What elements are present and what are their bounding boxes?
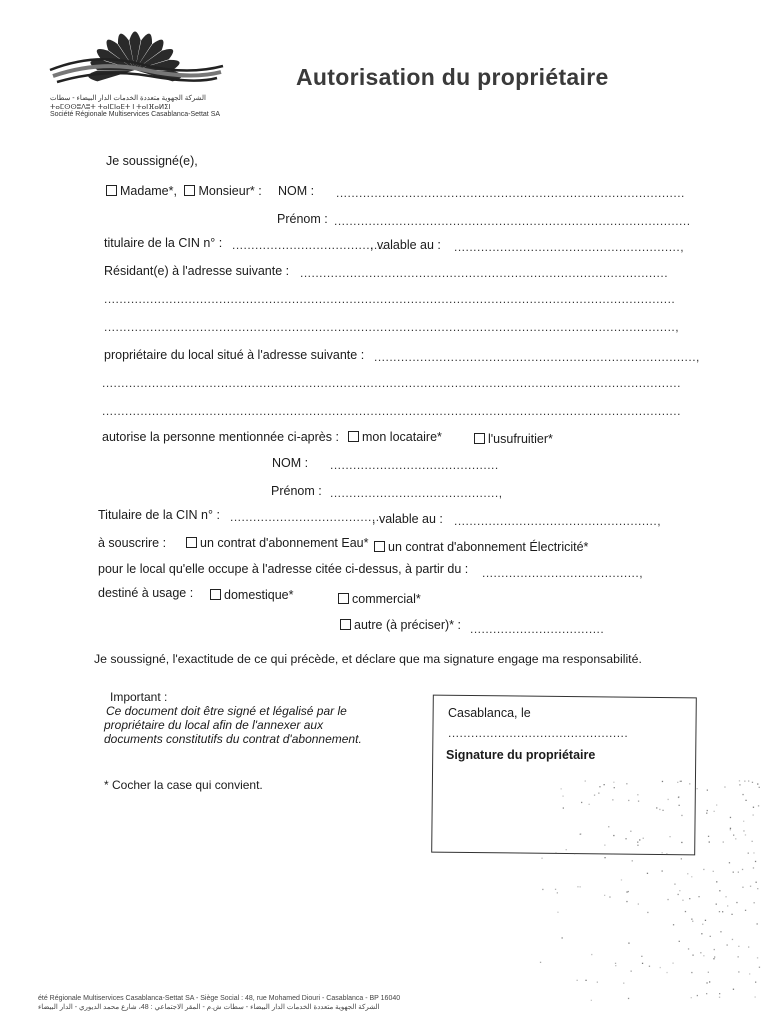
autre-field[interactable]: ...................................: [470, 622, 605, 636]
locataire-checkbox[interactable]: [348, 431, 359, 442]
local-label: pour le local qu'elle occupe à l'adresse citée ci-dessus, à partir du :: [98, 562, 469, 576]
locataire-option: [348, 430, 442, 444]
commercial-label: commercial*: [352, 592, 421, 606]
prenom-label: Prénom :: [277, 212, 328, 226]
note-line-2: propriétaire du local afin de l'annexer aux: [104, 718, 324, 732]
prenom-field[interactable]: .............................................................................................: [334, 214, 691, 228]
page-title: Autorisation du propriétaire: [296, 64, 609, 90]
domestique-checkbox[interactable]: [210, 589, 221, 600]
proprietaire-field-2[interactable]: .......................................................................................................................................................: [102, 376, 681, 390]
date-debut-field[interactable]: .........................................,: [482, 566, 644, 580]
civility-row: [106, 184, 262, 198]
madame-checkbox[interactable]: [106, 185, 117, 196]
monsieur-checkbox[interactable]: [184, 185, 195, 196]
valable2-field[interactable]: .....................................................,: [454, 514, 662, 528]
autre-option: [340, 618, 461, 632]
contrat-eau-checkbox[interactable]: [186, 537, 197, 548]
monsieur-label: Monsieur* :: [198, 184, 262, 198]
nom2-label: NOM :: [272, 456, 309, 470]
usufruitier-option: [474, 432, 553, 446]
signature-label: Signature du propriétaire: [446, 748, 596, 762]
locataire-label: mon locataire*: [362, 430, 442, 444]
madame-label: Madame*,: [120, 184, 177, 198]
cin-field[interactable]: ........................................: [232, 238, 386, 252]
company-logo: [45, 8, 225, 118]
contrat-elec-checkbox[interactable]: [374, 541, 385, 552]
commercial-option: [338, 592, 421, 606]
proprietaire-field-1[interactable]: ....................................................................................,: [374, 350, 700, 364]
note-heading: Important :: [110, 690, 168, 704]
contrat-eau-label: un contrat d'abonnement Eau*: [200, 536, 369, 550]
footer-line-2: الشركة الجهوية متعددة الخدمات الدار البيضاء - سطات ش.م - المقر الاجتماعي : 48، شارع محمد الديوري - الدار البيضاء: [38, 1004, 380, 1011]
autorise-label: autorise la personne mentionnée ci-après :: [102, 430, 339, 444]
declaration-text: Je soussigné, l'exactitude de ce qui précède, et déclare que ma signature engage ma responsabilité.: [94, 652, 642, 666]
logo-arabic-line: الشركة الجهوية متعددة الخدمات الدار البيضاء - سطات: [50, 95, 206, 102]
note-line-1: Ce document doit être signé et légalisé par le: [106, 704, 347, 718]
residant-field-3[interactable]: .....................................................................................................................................................,: [104, 320, 680, 334]
proprietaire-label: propriétaire du local situé à l'adresse suivante :: [104, 348, 365, 362]
nom-field[interactable]: ...........................................................................................: [336, 186, 685, 200]
domestique-option: [210, 588, 294, 602]
nom2-field[interactable]: ............................................: [330, 458, 499, 472]
signature-date-field[interactable]: ...............................................: [448, 726, 629, 740]
cin2-field[interactable]: ........................................: [230, 510, 384, 524]
commercial-checkbox[interactable]: [338, 593, 349, 604]
residant-field-2[interactable]: .....................................................................................................................................................: [104, 292, 676, 306]
domestique-label: domestique*: [224, 588, 294, 602]
signature-place: Casablanca, le: [448, 706, 531, 720]
contrat-elec-option: [374, 540, 588, 554]
logo-emblem-icon: [45, 8, 225, 88]
footer-line-1: été Régionale Multiservices Casablanca-Settat SA - Siège Social : 48, rue Mohamed Diouri - Casablanca - BP 16040: [38, 995, 401, 1002]
residant-field-1[interactable]: ................................................................................................: [300, 266, 669, 280]
souscrire-label: à souscrire :: [98, 536, 167, 550]
prenom2-field[interactable]: ............................................,: [330, 486, 503, 500]
logo-french-line: Société Régionale Multiservices Casablanca-Settat SA: [50, 111, 221, 118]
cin2-label: Titulaire de la CIN n° :: [98, 508, 220, 522]
usage-label: destiné à usage :: [98, 586, 194, 600]
usufruitier-label: l'usufruitier*: [488, 432, 553, 446]
cin-label: titulaire de la CIN n° :: [104, 236, 223, 250]
logo-tifinagh-line: ⵜⴰⵎⵙⵙⵓⴷⵓⵜ ⵜⴰⵏⵎⵏⴰⴹⵜ ⵏ ⵜⴰⵏⴼⴰⵍⵉⵏ: [50, 104, 171, 111]
prenom2-label: Prénom :: [271, 484, 322, 498]
valable-field[interactable]: ...........................................................,: [454, 240, 685, 254]
autre-label: autre (à préciser)* :: [354, 618, 461, 632]
valable2-label: , valable au :: [372, 512, 443, 526]
residant-label: Résidant(e) à l'adresse suivante :: [104, 264, 290, 278]
contrat-eau-option: [186, 536, 368, 550]
intro-text: Je soussigné(e),: [106, 154, 198, 168]
contrat-elec-label: un contrat d'abonnement Électricité*: [388, 540, 589, 554]
page-footer: [38, 994, 400, 1012]
proprietaire-field-3[interactable]: .......................................................................................................................................................: [102, 404, 681, 418]
footnote: * Cocher la case qui convient.: [104, 778, 263, 792]
nom-label: NOM :: [278, 184, 315, 198]
autre-checkbox[interactable]: [340, 619, 351, 630]
note-line-3: documents constitutifs du contrat d'abonnement.: [104, 732, 362, 746]
valable-label: , valable au :: [370, 238, 441, 252]
usufruitier-checkbox[interactable]: [474, 433, 485, 444]
